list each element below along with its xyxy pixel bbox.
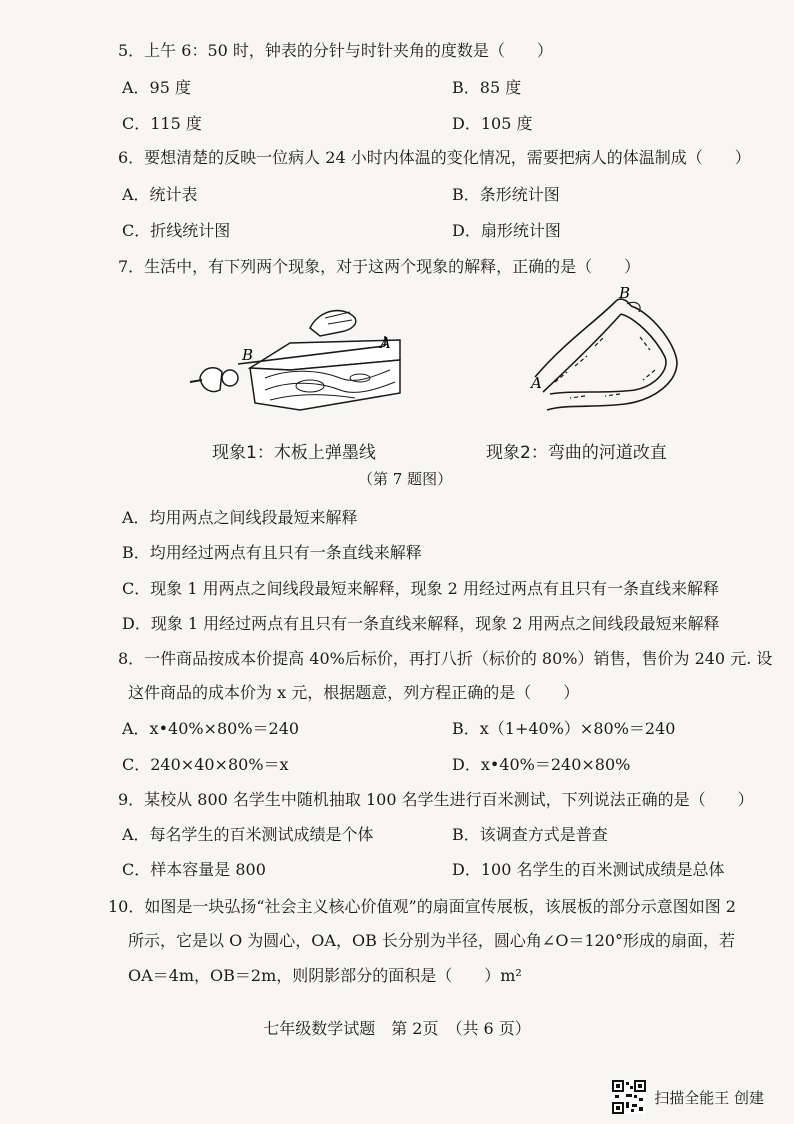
q8-option-c: C．240×40×80%＝x [122, 755, 289, 774]
q6-option-d: D．扇形统计图 [452, 221, 561, 240]
q7-option-d: D．现象 1 用经过两点有且只有一条直线来解释，现象 2 用两点之间线段最短来解释 [122, 614, 720, 633]
board-point-a: A [380, 334, 391, 352]
q6-option-c: C．折线统计图 [122, 221, 231, 240]
river-point-b: B [619, 284, 631, 302]
q6-option-a: A．统计表 [122, 185, 198, 204]
q7-figure2-caption: 现象2：弯曲的河道改直 [486, 443, 667, 463]
board-figure [180, 298, 420, 428]
q7-stem: 7．生活中，有下列两个现象，对于这两个现象的解释，正确的是（ ） [118, 257, 641, 276]
q8-option-a: A．x•40%×80%＝240 [122, 719, 300, 738]
q5-stem: 5．上午 6：50 时，钟表的分针与时针夹角的度数是（ ） [118, 41, 553, 60]
page-footer: 七年级数学试题 第 2页 （共 6 页） [263, 1019, 531, 1038]
qr-code-icon [612, 1080, 646, 1114]
q7-figure1-caption: 现象1：木板上弹墨线 [212, 443, 376, 463]
q5-option-d: D．105 度 [452, 114, 533, 133]
river-figure [525, 282, 685, 417]
q9-option-b: B．该调查方式是普查 [452, 825, 608, 844]
q6-option-b: B．条形统计图 [452, 185, 560, 204]
q8-stem-line1: 8．一件商品按成本价提高 40%后标价，再打八折（标价的 80%）销售，售价为 240 元. 设 [118, 649, 773, 668]
q5-option-c: C．115 度 [122, 114, 202, 133]
q8-option-d: D．x•40%＝240×80% [452, 755, 631, 774]
q7-option-b: B．均用经过两点有且只有一条直线来解释 [122, 543, 422, 562]
q7-option-a: A．均用两点之间线段最短来解释 [122, 508, 358, 527]
scanner-brand-text: 扫描全能王 创建 [654, 1088, 764, 1107]
q6-stem: 6．要想清楚的反映一位病人 24 小时内体温的变化情况，需要把病人的体温制成（ ） [118, 148, 751, 167]
q10-line1: 10．如图是一块弘扬“社会主义核心价值观”的扇面宣传展板，该展板的部分示意图如图 2 [108, 897, 736, 916]
q9-stem: 9．某校从 800 名学生中随机抽取 100 名学生进行百米测试，下列说法正确的是（ ） [118, 790, 754, 809]
q7-option-c: C．现象 1 用两点之间线段最短来解释，现象 2 用经过两点有且只有一条直线来解释 [122, 579, 719, 598]
scanner-brand [612, 1080, 764, 1114]
q5-option-b: B．85 度 [452, 78, 522, 97]
board-point-b: B [242, 346, 254, 364]
q10-line3: OA＝4m，OB＝2m，则阴影部分的面积是（ ）m² [128, 966, 522, 985]
q8-stem-line2: 这件商品的成本价为 x 元，根据题意，列方程正确的是（ ） [128, 683, 580, 702]
river-point-a: A [531, 374, 542, 392]
q8-option-b: B．x（1+40%）×80%＝240 [452, 719, 676, 738]
q9-option-a: A．每名学生的百米测试成绩是个体 [122, 825, 374, 844]
q9-option-d: D．100 名学生的百米测试成绩是总体 [452, 860, 725, 879]
q7-figure-label: （第 7 题图） [358, 470, 453, 488]
q9-option-c: C．样本容量是 800 [122, 860, 266, 879]
q10-line2: 所示，它是以 O 为圆心，OA，OB 长分别为半径，圆心角∠O＝120°形成的扇面，若 [128, 931, 735, 950]
q5-option-a: A．95 度 [122, 78, 192, 97]
